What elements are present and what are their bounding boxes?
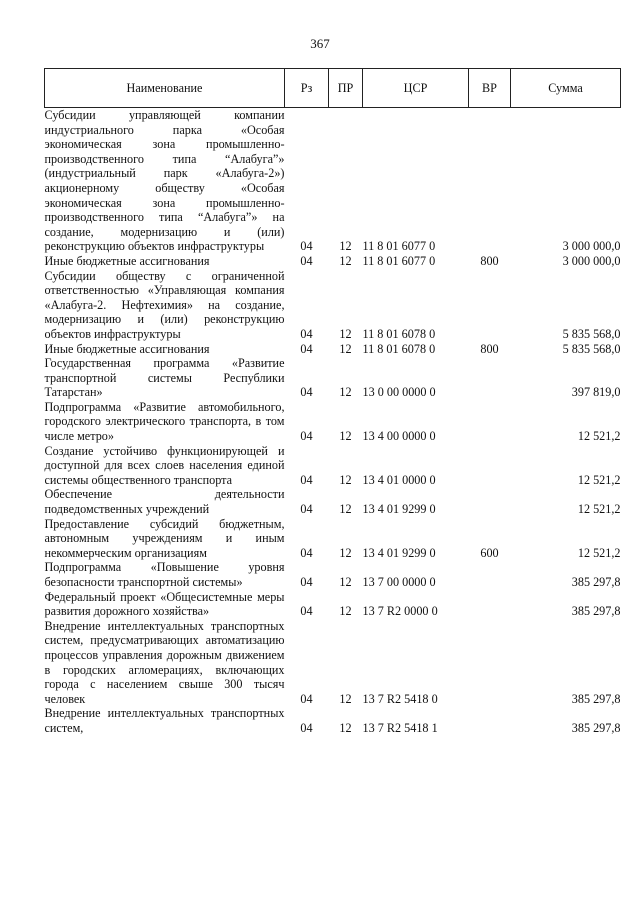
row-pr: 12 <box>339 429 352 444</box>
row-vr <box>469 108 511 254</box>
row-pr: 12 <box>339 604 352 619</box>
row-sum: 5 835 568,0 <box>562 326 621 341</box>
budget-table <box>44 68 621 736</box>
header-csr: ЦСР <box>363 69 469 108</box>
row-name: Подпрограмма «Развитие автомобильного, городского электрического транспорта, в том числе метро» <box>44 399 285 444</box>
table-header-row <box>45 69 621 108</box>
table-row <box>45 590 621 619</box>
table-row <box>45 619 621 707</box>
page-number: 367 <box>310 36 330 51</box>
row-sum: 3 000 000,0 <box>562 253 621 268</box>
header-pr: ПР <box>329 69 363 108</box>
row-sum: 385 297,8 <box>571 720 621 735</box>
row-name: Внедрение интеллектуальных транспортных систем, <box>44 706 285 735</box>
row-vr <box>469 590 511 619</box>
row-pr: 12 <box>339 691 352 706</box>
row-pr: 12 <box>339 502 352 517</box>
row-vr <box>469 356 511 400</box>
row-sum: 385 297,8 <box>571 575 621 589</box>
row-csr: 13 7 R2 5418 0 <box>362 691 438 706</box>
row-sum: 3 000 000,0 <box>562 239 621 254</box>
row-sum: 5 835 568,0 <box>562 341 621 356</box>
row-pr: 12 <box>339 385 352 400</box>
table-row <box>45 400 621 444</box>
row-rz: 04 <box>300 429 313 444</box>
table-row <box>45 342 621 357</box>
row-sum: 12 521,2 <box>577 502 621 517</box>
row-name: Федеральный проект «Общесистемные меры развития дорожного хозяйства» <box>44 589 285 619</box>
row-vr: 800 <box>480 341 499 356</box>
table-row <box>45 444 621 488</box>
row-rz: 04 <box>300 239 313 254</box>
row-name: Субсидии управляющей компании индустриального парка «Особая экономическая зона промышленно-производственного типа “Алабуга”» (индустриальный парк «Алабуга-2») акционерному обществу «Особая экономическая зона промышленно-производственного типа “Алабуга”» на создание, модернизацию и (или) реконструкцию объектов инфраструктуры <box>44 108 285 254</box>
row-name: Иные бюджетные ассигнования <box>44 341 210 356</box>
row-pr: 12 <box>339 720 352 735</box>
row-rz: 04 <box>300 502 313 517</box>
row-sum: 12 521,2 <box>577 545 621 560</box>
row-csr: 13 7 R2 0000 0 <box>362 604 438 619</box>
row-vr <box>469 400 511 444</box>
row-csr: 11 8 01 6077 0 <box>362 239 436 254</box>
table-row <box>45 356 621 400</box>
row-name: Создание устойчиво функционирующей и доступной для всех слоев населения единой системы общественного транспорта <box>44 443 285 487</box>
header-sum: Сумма <box>511 69 621 108</box>
row-name: Обеспечение деятельности подведомственных учреждений <box>44 487 285 517</box>
table-row <box>45 487 621 516</box>
row-sum: 12 521,2 <box>577 429 621 444</box>
row-vr <box>469 269 511 342</box>
row-pr: 12 <box>339 575 352 589</box>
table-row <box>45 269 621 342</box>
table-row <box>45 560 621 589</box>
table-row <box>45 254 621 269</box>
row-name: Подпрограмма «Повышение уровня безопасности транспортной системы» <box>44 560 285 589</box>
row-name: Предоставление субсидий бюджетным, автономным учреждениям и иным некоммерческим организациям <box>44 516 285 560</box>
row-pr: 12 <box>339 326 352 341</box>
row-csr: 13 4 01 9299 0 <box>362 502 436 517</box>
row-vr <box>469 444 511 488</box>
row-rz: 04 <box>300 545 313 560</box>
row-pr: 12 <box>339 545 352 560</box>
row-csr: 13 7 R2 5418 1 <box>362 720 438 735</box>
row-csr: 11 8 01 6078 0 <box>362 326 436 341</box>
row-name: Государственная программа «Развитие транспортной системы Республики Татарстан» <box>44 356 285 400</box>
table-row <box>45 517 621 561</box>
row-csr: 11 8 01 6077 0 <box>362 253 436 268</box>
row-pr: 12 <box>339 239 352 254</box>
row-sum: 12 521,2 <box>577 472 621 487</box>
row-csr: 13 4 00 0000 0 <box>362 429 436 444</box>
row-rz: 04 <box>300 720 313 735</box>
table-row <box>45 108 621 254</box>
row-rz: 04 <box>300 326 313 341</box>
row-vr <box>469 487 511 516</box>
row-name: Субсидии обществу с ограниченной ответственностью «Управляющая компания «Алабуга-2. Нефтехимия» на создание, модернизацию и (или) реконструкцию объектов инфраструктуры <box>44 268 285 341</box>
row-csr: 13 0 00 0000 0 <box>362 385 436 400</box>
row-rz: 04 <box>300 575 313 589</box>
table-row <box>45 706 621 735</box>
row-rz: 04 <box>300 604 313 619</box>
row-pr: 12 <box>339 253 352 268</box>
row-rz: 04 <box>300 472 313 487</box>
row-rz: 04 <box>300 385 313 400</box>
header-vr: ВР <box>469 69 511 108</box>
row-vr <box>469 619 511 707</box>
row-pr: 12 <box>339 472 352 487</box>
row-rz: 04 <box>300 341 313 356</box>
row-sum: 385 297,8 <box>571 691 621 706</box>
header-name: Наименование <box>45 69 285 108</box>
row-csr: 13 4 01 0000 0 <box>362 472 436 487</box>
header-rz: Рз <box>285 69 329 108</box>
row-vr <box>469 560 511 589</box>
row-csr: 13 4 01 9299 0 <box>362 545 436 560</box>
row-csr: 13 7 00 0000 0 <box>362 575 436 589</box>
row-name: Иные бюджетные ассигнования <box>44 253 210 268</box>
row-vr <box>469 706 511 735</box>
row-sum: 397 819,0 <box>571 385 621 400</box>
row-csr: 11 8 01 6078 0 <box>362 341 436 356</box>
row-rz: 04 <box>300 691 313 706</box>
row-pr: 12 <box>339 341 352 356</box>
row-rz: 04 <box>300 253 313 268</box>
row-name: Внедрение интеллектуальных транспортных систем, предусматривающих автоматизацию процессов управления дорожным движением в городских агломерациях, включающих города с населением свыше 300 тысяч человек <box>44 618 285 706</box>
row-vr: 600 <box>480 545 499 560</box>
row-sum: 385 297,8 <box>571 604 621 619</box>
row-vr: 800 <box>480 253 499 268</box>
